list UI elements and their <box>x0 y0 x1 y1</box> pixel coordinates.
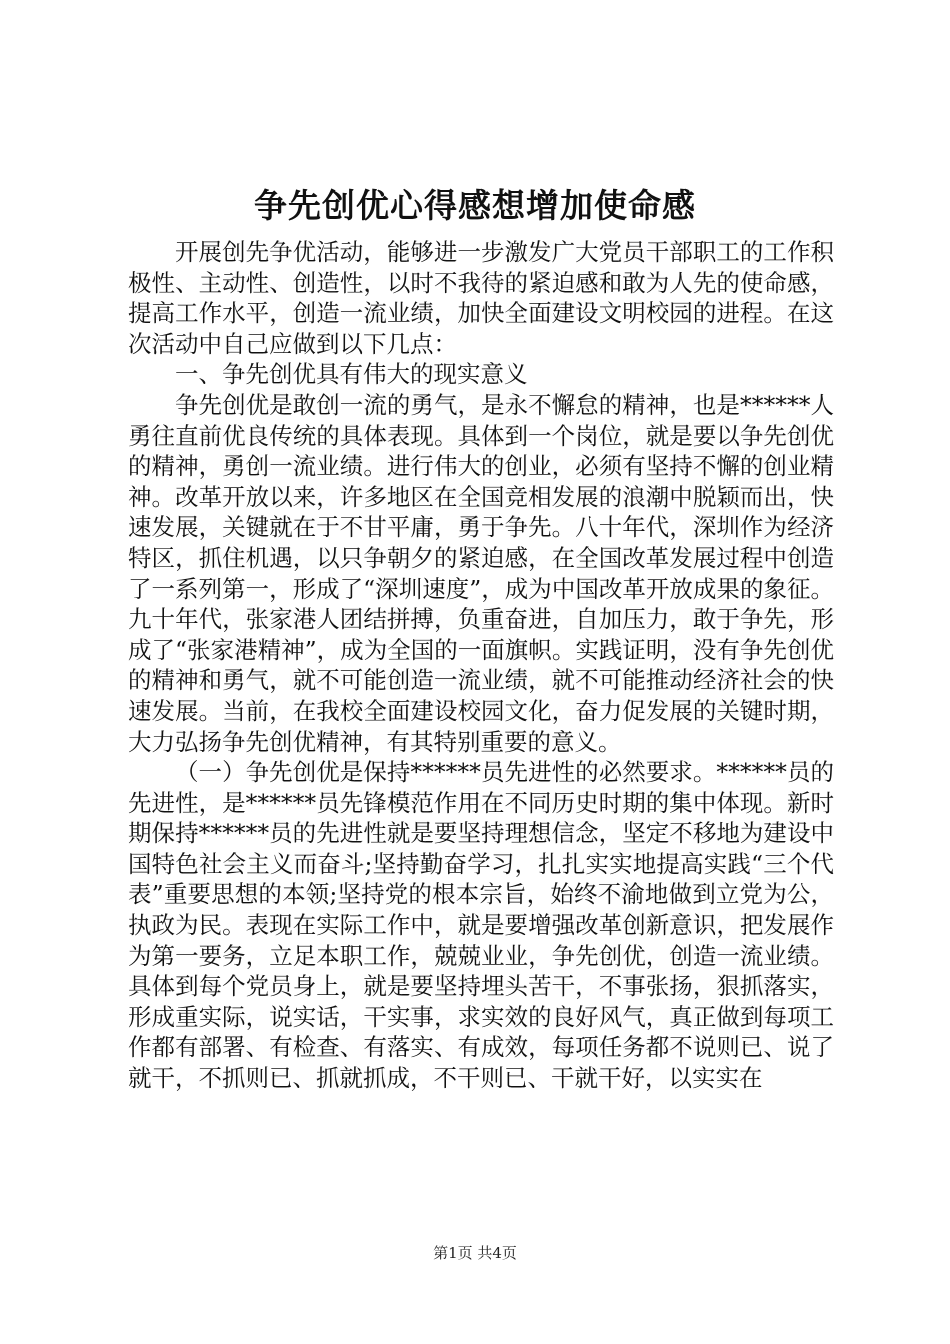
section-heading: 一、争先创优具有伟大的现实意义 <box>175 360 528 389</box>
paragraph-subsection-1: （一）争先创优是保持******员先进性的必然要求。******员的先进性，是******员先锋模范作用在不同历史时期的集中体现。新时期保持******员的先进性就是要坚持理想信念，坚定不移地为建设中国特色社会主义而奋斗;坚持勤奋学习，扎扎实实地提高实践“三个代表”重要思想的本领;坚持党的根本宗旨，始终不渝地做到立党为公，执政为民。表现在实际工作中，就是要增强改革创新意识，把发展作为第一要务，立足本职工作，兢兢业业，争先创优，创造一流业绩。具体到每个党员身上，就是要坚持埋头苦干，不事张扬，狠抓落实，形成重实际，说实话，干实事，求实效的良好风气，真正做到每项工作都有部署、有检查、有落实、有成效，每项任务都不说则已、说了就干，不抓则已、抓就抓成，不干则已、干就干好，以实实在 <box>128 758 834 1093</box>
paragraph-significance: 争先创优是敢创一流的勇气，是永不懈怠的精神，也是******人勇往直前优良传统的具体表现。具体到一个岗位，就是要以争先创优的精神，勇创一流业绩。进行伟大的创业，必须有坚持不懈的创业精神。改革开放以来，许多地区在全国竞相发展的浪潮中脱颖而出，快速发展，关键就在于不甘平庸，勇于争先。八十年代，深圳作为经济特区，抓住机遇，以只争朝夕的紧迫感，在全国改革发展过程中创造了一系列第一，形成了“深圳速度”，成为中国改革开放成果的象征。九十年代，张家港人团结拼搏，负重奋进，自加压力，敢于争先，形成了“张家港精神”，成为全国的一面旗帜。实践证明，没有争先创优的精神和勇气，就不可能创造一流业绩，就不可能推动经济社会的快速发展。当前，在我校全面建设校园文化，奋力促发展的关键时期，大力弘扬争先创优精神，有其特别重要的意义。 <box>128 390 834 756</box>
paragraph-intro: 开展创先争优活动，能够进一步激发广大党员干部职工的工作积极性、主动性、创造性，以时不我待的紧迫感和敢为人先的使命感，提高工作水平，创造一流业绩，加快全面建设文明校园的进程。在这次活动中自己应做到以下几点： <box>128 238 834 358</box>
page-footer: 第1页 共4页 <box>433 1244 517 1262</box>
document-title: 争先创优心得感想增加使命感 <box>254 186 696 225</box>
document-body <box>128 237 834 1094</box>
